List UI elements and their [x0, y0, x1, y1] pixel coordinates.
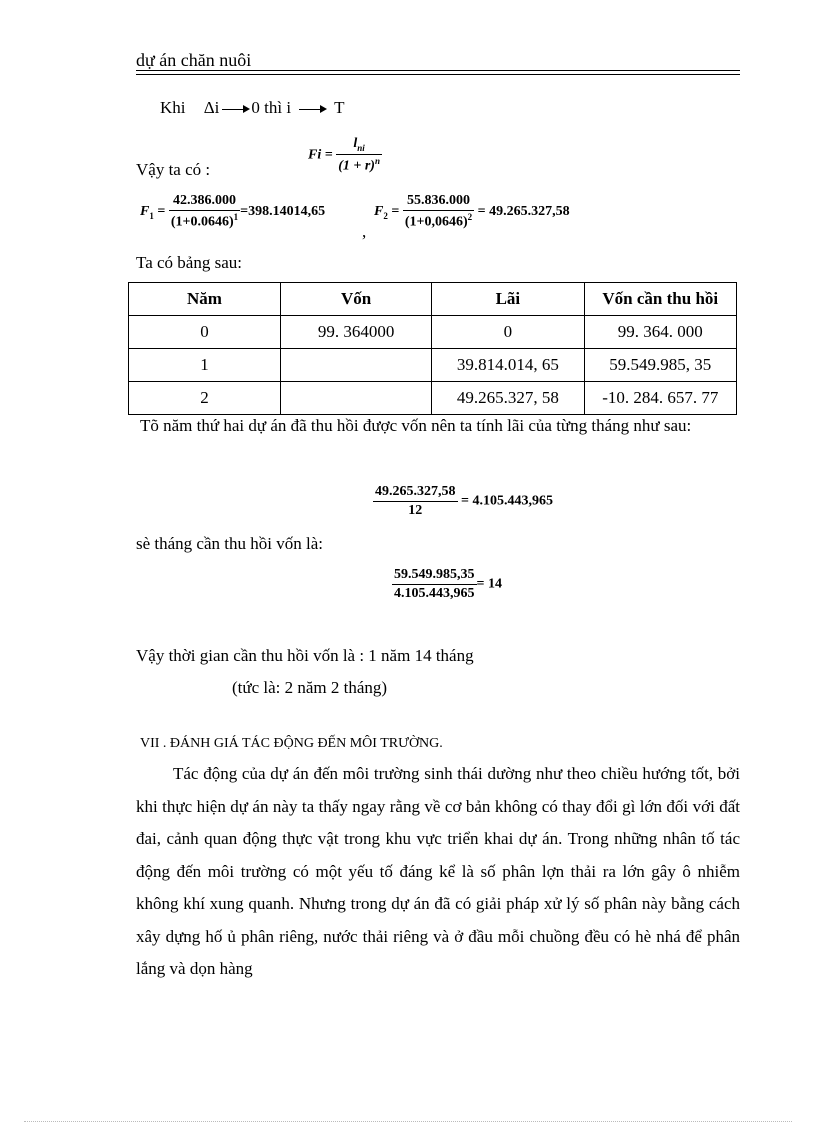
page-bottom-dotted-rule [24, 1121, 792, 1122]
formula-f1: $F_1$ = $\frac{42.386.000}{(1+0.0646)^1}$ =398.14014,65 [140, 193, 326, 230]
table-intro: Ta có bảng sau: [136, 253, 242, 272]
delta-i: Δi [203, 98, 220, 117]
formula-monthly-interest [373, 484, 553, 519]
header-rule-bottom [136, 74, 740, 75]
formula-f2-num: 55.836.000 [403, 193, 474, 211]
zero-then-i: 0 thì i [251, 98, 292, 117]
formula-f2-lhs-sub: 2 [383, 210, 388, 221]
formula-months [392, 567, 502, 602]
formula-fi-lhs: Fi = [308, 147, 333, 163]
conclusion-line: Vậy thời gian cần thu hồi vốn là : 1 năm 14 tháng [136, 646, 474, 665]
table-cell: 2 [129, 382, 281, 415]
formula-monthly-num: 49.265.327,58 [373, 484, 458, 502]
formula-f1-num: 42.386.000 [169, 193, 240, 211]
formula-f2-fraction [403, 193, 474, 231]
formula-fi-num: l [353, 136, 358, 151]
col-header-interest: Lãi [432, 283, 584, 316]
formula-fi-den: (1 + r) [338, 158, 375, 174]
khi-word: Khi [160, 98, 186, 117]
table-cell: 0 [432, 316, 584, 349]
formula-f2-den: (1+0,0646) [404, 214, 468, 230]
table-row [129, 316, 737, 349]
formula-months-den: 4.105.443,965 [394, 586, 475, 601]
formula-f2: $F_2$ = $\frac{55.836.000}{(1+0,0646)^2}$ = 49.265.327,58 [374, 193, 570, 230]
arrow-icon [299, 109, 325, 110]
col-header-remaining: Vốn cần thu hồi [584, 283, 736, 316]
formula-monthly-fraction [373, 484, 458, 519]
formula-fi-num-sub: ni [357, 142, 365, 153]
formula-f2-den-sup: 2 [467, 212, 473, 222]
formula-monthly-result: = 4.105.443,965 [461, 493, 553, 509]
vay-ta-co-label: Vậy ta có : [136, 160, 211, 179]
arrow-icon [222, 109, 248, 110]
after-table-paragraph: Tõ năm thứ hai dự án đã thu hồi được vốn nên ta tính lãi của từng tháng như sau: [140, 416, 692, 435]
table-cell [281, 349, 432, 382]
formula-fi-den-sup: n [374, 155, 380, 166]
table-row [129, 349, 737, 382]
formula-fi-fraction [336, 136, 382, 174]
section-heading: VII . ĐÁNH GIÁ TÁC ĐỘNG ĐẾN MÔI TRƯỜNG. [140, 736, 443, 751]
table-cell: 99. 364000 [281, 316, 432, 349]
t-symbol: T [334, 98, 345, 117]
table-cell: 0 [129, 316, 281, 349]
table-cell: 39.814.014, 65 [432, 349, 584, 382]
table-cell: -10. 284. 657. 77 [584, 382, 736, 415]
formula-separator: , [362, 222, 367, 241]
formula-f1-den-sup: 1 [233, 212, 239, 222]
formula-f1-den: (1+0.0646) [170, 214, 234, 230]
formula-f2-lhs: F [374, 204, 384, 220]
page-header-title: dự án chăn nuôi [136, 50, 252, 70]
table-cell: 1 [129, 349, 281, 382]
formula-monthly-den: 12 [408, 503, 423, 518]
limit-statement [160, 98, 344, 118]
conclusion-note: (tức là: 2 năm 2 tháng) [232, 678, 388, 697]
formula-months-num: 59.549.985,35 [392, 567, 477, 585]
formula-f1-result: =398.14014,65 [240, 204, 326, 220]
header-rule-top [136, 70, 740, 71]
table-cell: 99. 364. 000 [584, 316, 736, 349]
months-line: sè tháng cần thu hồi vốn là: [136, 534, 323, 553]
formula-f1-lhs-sub: 1 [149, 210, 154, 221]
col-header-year: Năm [129, 283, 281, 316]
table-cell: 49.265.327, 58 [432, 382, 584, 415]
formula-f1-fraction [169, 193, 240, 231]
formula-f1-lhs: F [140, 204, 150, 220]
col-header-capital: Vốn [281, 283, 432, 316]
formula-fi [308, 136, 382, 174]
capital-recovery-table [128, 282, 737, 415]
table-cell: 59.549.985, 35 [584, 349, 736, 382]
section-body-paragraph: Tác động của dự án đến môi trường sinh thái dường như theo chiều hướng tốt, bởi khi thực hiện dự án này ta thấy ngay rằng về cơ bản không có thay đổi gì lớn đối với đất đai, cảnh quan động thực vật trong khu vực triển khai dự án. Trong những nhân tố tác động đến môi trường có một yếu tố đáng kể là số phân lợn thải ra lớn gây ô nhiễm không khí xung quanh. Nhưng trong dự án đã có giải pháp xử lý số phân này bằng cách xây dựng hố ủ phân riêng, nước thải riêng và ở đầu mỗi chuồng đều có hè nhá để phân lắng và dọn hàng [136, 764, 740, 978]
formula-months-result: = 14 [476, 576, 502, 592]
formula-f2-result: = 49.265.327,58 [477, 204, 570, 220]
table-header-row [129, 283, 737, 316]
formula-months-fraction [392, 567, 477, 602]
